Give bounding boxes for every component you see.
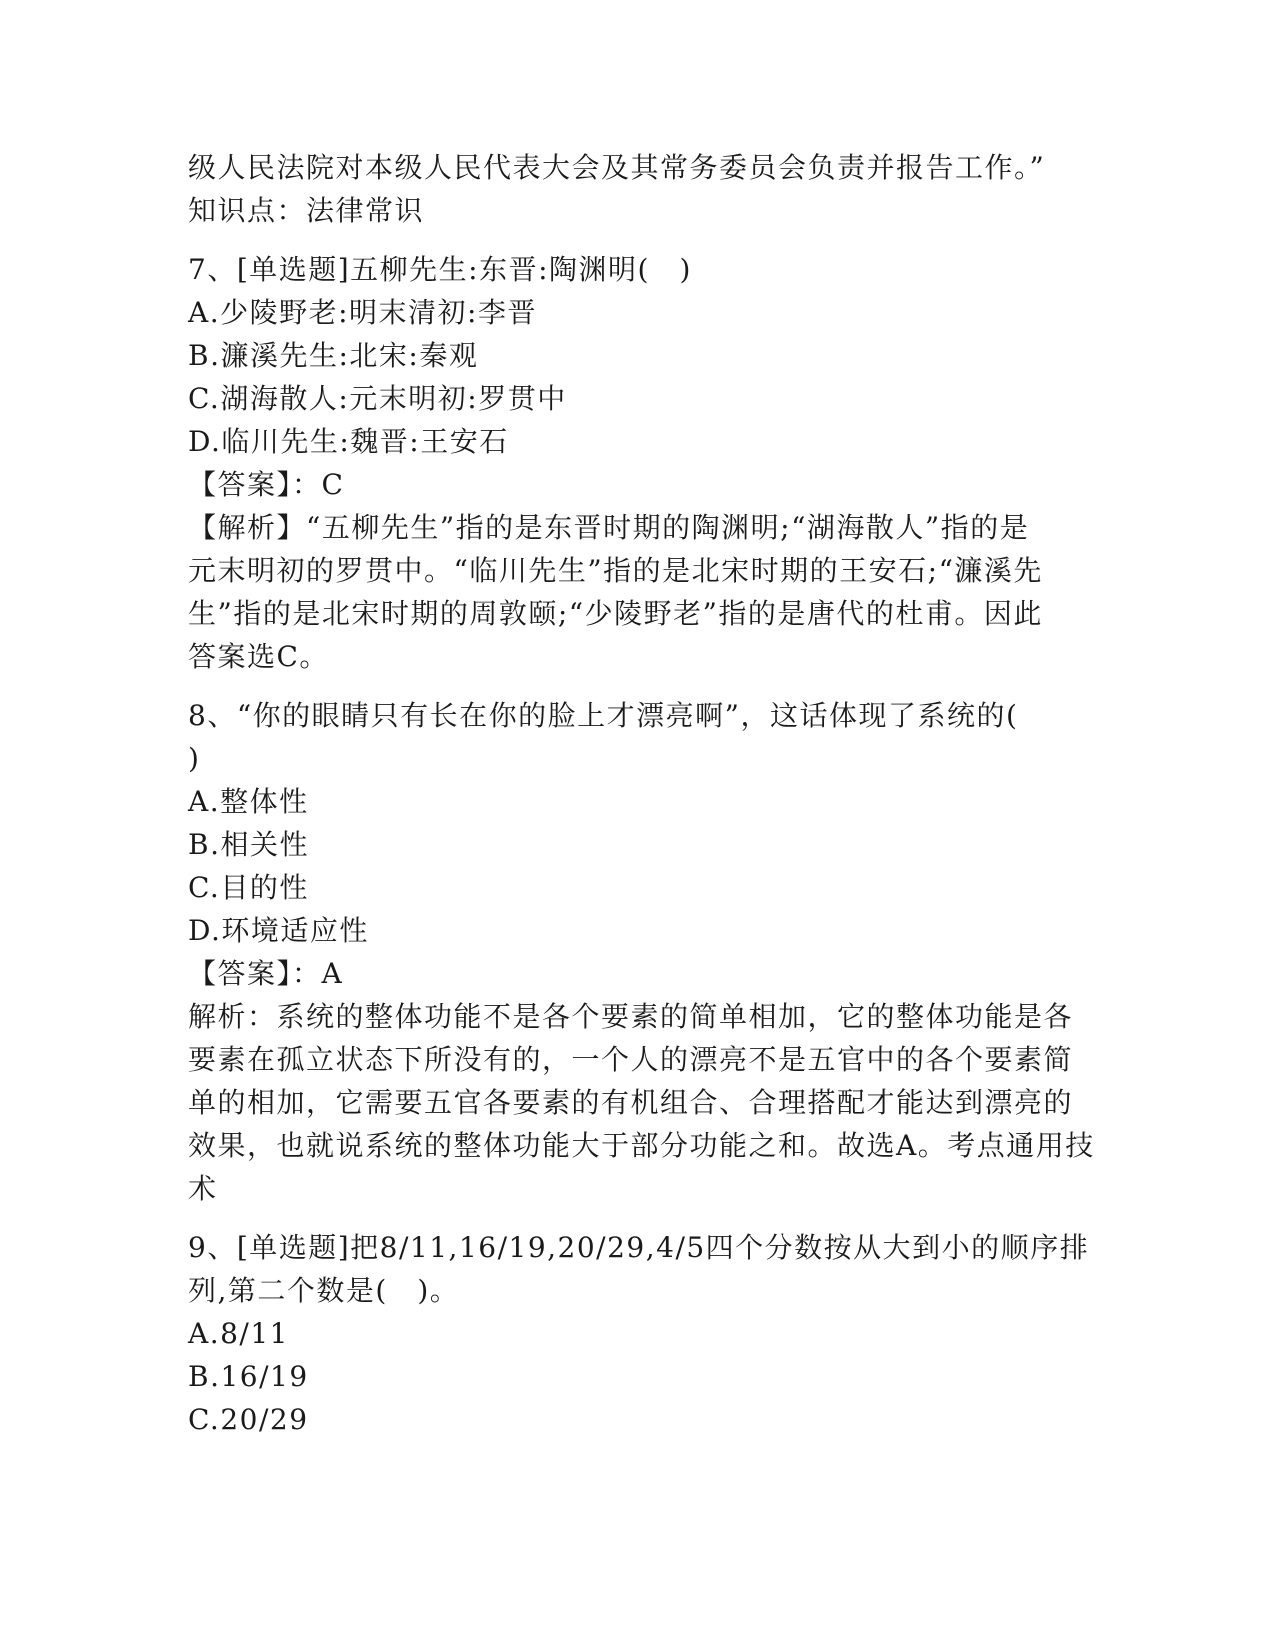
analysis-line: 解析：系统的整体功能不是各个要素的简单相加，它的整体功能是各 [188,1000,1074,1033]
answer: 【答案】：C [188,468,345,501]
document-page [188,146,1095,1441]
analysis-line: 要素在孤立状态下所没有的，一个人的漂亮不是五官中的各个要素简 [188,1043,1074,1076]
question-stem-continued: ) [188,742,201,775]
analysis-line: 单的相加，它需要五官各要素的有机组合、合理搭配才能达到漂亮的 [188,1086,1074,1119]
analysis-line: 元末明初的罗贯中。“临川先生”指的是北宋时期的王安石;“濂溪先 [188,554,1043,587]
option-b: B.濂溪先生:北宋:秦观 [188,339,479,372]
question-stem: 9、[单选题]把8/11,16/19,20/29,4/5四个分数按从大到小的顺序排 [188,1231,1090,1264]
question-stem: 8、“你的眼睛只有长在你的脸上才漂亮啊”，这话体现了系统的( [188,699,1019,732]
question-7 [188,248,1078,678]
option-a: A.少陵野老:明末清初:李晋 [188,296,537,329]
analysis-line: 【解析】“五柳先生”指的是东晋时期的陶渊明;“湖海散人”指的是 [188,511,1030,544]
option-c: C.湖海散人:元末明初:罗贯中 [188,382,567,415]
question-stem: 7、[单选题]五柳先生:东晋:陶渊明( ) [188,253,692,286]
option-b: B.相关性 [188,828,309,861]
analysis-line: 生”指的是北宋时期的周敦颐;“少陵野老”指的是唐代的杜甫。因此 [188,597,1043,630]
answer: 【答案】：A [188,957,344,990]
question-stem-continued: 列,第二个数是( )。 [188,1274,460,1307]
question-9 [188,1226,1090,1441]
option-d: D.临川先生:魏晋:王安石 [188,425,509,458]
option-b: B.16/19 [188,1360,309,1393]
option-a: A.8/11 [188,1317,289,1350]
analysis-line: 效果，也就说系统的整体功能大于部分功能之和。故选A。考点通用技 [188,1129,1095,1162]
option-a: A.整体性 [188,785,309,818]
previous-question-tail [188,146,1078,232]
analysis-line: 术 [188,1172,218,1205]
option-d: D.环境适应性 [188,914,369,947]
analysis-line: 答案选C。 [188,640,329,673]
previous-analysis-line: 级人民法院对本级人民代表大会及其常务委员会负责并报告工作。” [188,151,1046,184]
option-c: C.20/29 [188,1403,309,1436]
knowledge-point: 知识点：法律常识 [188,194,425,227]
question-8 [188,694,1095,1210]
option-c: C.目的性 [188,871,309,904]
